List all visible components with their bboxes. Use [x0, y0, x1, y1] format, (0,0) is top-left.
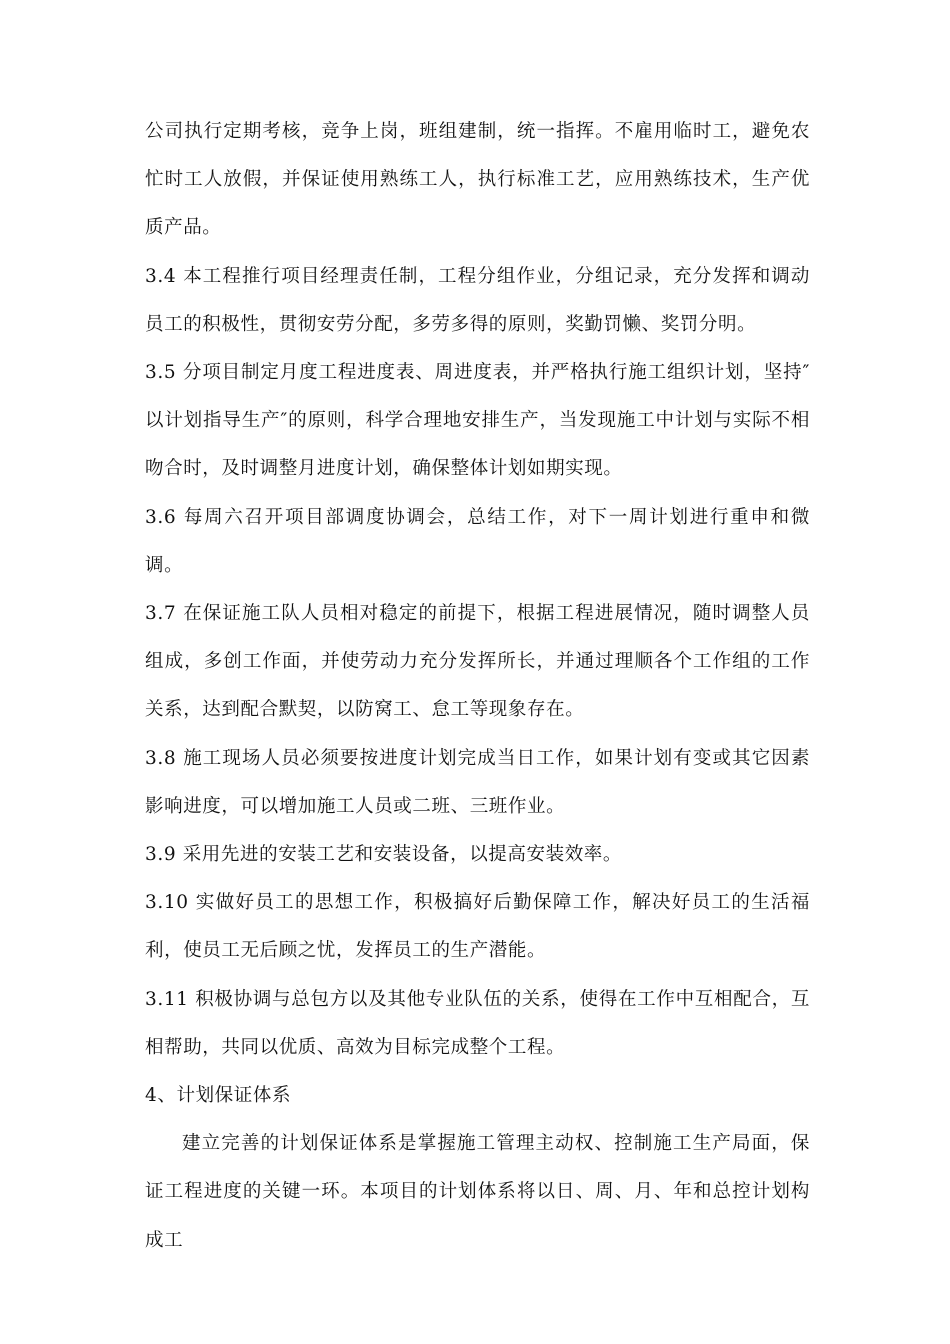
paragraph-3-11: 3.11 积极协调与总包方以及其他专业队伍的关系，使得在工作中互相配合，互相帮助，共同以优质、高效为目标完成整个工程。	[145, 988, 810, 1058]
paragraph-3-6: 3.6 每周六召开项目部调度协调会，总结工作，对下一周计划进行重申和微调。	[145, 506, 810, 576]
paragraph-3-4: 3.4 本工程推行项目经理责任制，工程分组作业，分组记录，充分发挥和调动员工的积极性，贯彻安劳分配，多劳多得的原则，奖勤罚懒、奖罚分明。	[145, 265, 810, 335]
paragraph-4-body: 建立完善的计划保证体系是掌握施工管理主动权、控制施工生产局面，保证工程进度的关键一环。本项目的计划体系将以日、周、月、年和总控计划构成工	[145, 1133, 810, 1251]
paragraph-intro: 公司执行定期考核，竞争上岗，班组建制，统一指挥。不雇用临时工，避免农忙时工人放假，并保证使用熟练工人，执行标准工艺，应用熟练技术，生产优质产品。	[145, 121, 810, 239]
paragraph-3-9: 3.9 采用先进的安装工艺和安装设备，以提高安装效率。	[145, 844, 623, 866]
paragraph-3-8: 3.8 施工现场人员必须要按进度计划完成当日工作，如果计划有变或其它因素影响进度，可以增加施工人员或二班、三班作业。	[145, 747, 810, 817]
paragraph-3-10: 3.10 实做好员工的思想工作，积极搞好后勤保障工作，解决好员工的生活福利，使员工无后顾之忧，发挥员工的生产潜能。	[145, 892, 810, 962]
section-heading-4: 4、计划保证体系	[145, 1085, 292, 1107]
paragraph-3-7: 3.7 在保证施工队人员相对稳定的前提下，根据工程进展情况，随时调整人员组成，多创工作面，并使劳动力充分发挥所长，并通过理顺各个工作组的工作关系，达到配合默契，以防窝工、怠工等现象存在。	[145, 603, 810, 721]
paragraph-3-5: 3.5 分项目制定月度工程进度表、周进度表，并严格执行施工组织计划，坚持″以计划指导生产″的原则，科学合理地安排生产，当发现施工中计划与实际不相吻合时，及时调整月进度计划，确保整体计划如期实现。	[145, 362, 810, 480]
document-body	[145, 108, 810, 1265]
